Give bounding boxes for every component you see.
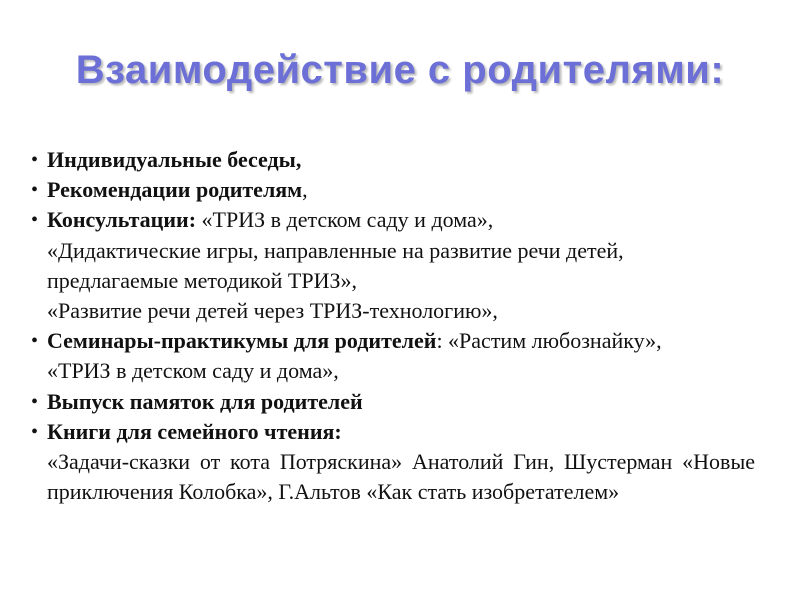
item-heading: Рекомендации родителям: [47, 177, 303, 203]
bullet-list: [27, 145, 755, 507]
bullet-dot-icon: •: [31, 390, 39, 413]
item-continuation: «Задачи-сказки от кота Потряскина» Анатолий Гин, Шустерман «Новые приключения Колобка», Г.Альтов «Как стать изобретателем»: [47, 449, 755, 505]
list-item: [27, 145, 755, 175]
list-item: [27, 205, 755, 326]
item-text: ,: [295, 147, 302, 172]
slide-title: Взаимодействие с родителями:: [75, 48, 725, 92]
item-continuation: «Дидактические игры, направленные на развитие речи детей, предлагаемые методикой ТРИЗ»,: [47, 237, 624, 293]
item-text: «ТРИЗ в детском саду и дома»,: [196, 207, 494, 233]
item-continuation: «Развитие речи детей через ТРИЗ-технологию»,: [47, 298, 498, 324]
list-item: [27, 175, 755, 205]
bullet-dot-icon: •: [31, 149, 39, 171]
list-item: [27, 417, 755, 508]
bullet-dot-icon: •: [31, 209, 39, 232]
item-text: ,: [302, 177, 308, 203]
item-heading: Консультации:: [47, 207, 197, 233]
item-heading: Индивидуальные беседы: [47, 147, 296, 172]
item-heading: Выпуск памяток для родителей: [47, 388, 363, 414]
bullet-dot-icon: •: [31, 420, 39, 443]
list-item: [27, 387, 755, 417]
item-text: : «Растим любознайку»,: [436, 328, 662, 354]
item-continuation: «ТРИЗ в детском саду и дома»,: [47, 358, 339, 384]
item-heading: Книги для семейного чтения:: [47, 418, 342, 444]
bullet-dot-icon: •: [31, 179, 39, 202]
bullet-dot-icon: •: [31, 330, 39, 353]
item-heading: Семинары-практикумы для родителей: [47, 328, 437, 354]
list-item: [27, 326, 755, 386]
